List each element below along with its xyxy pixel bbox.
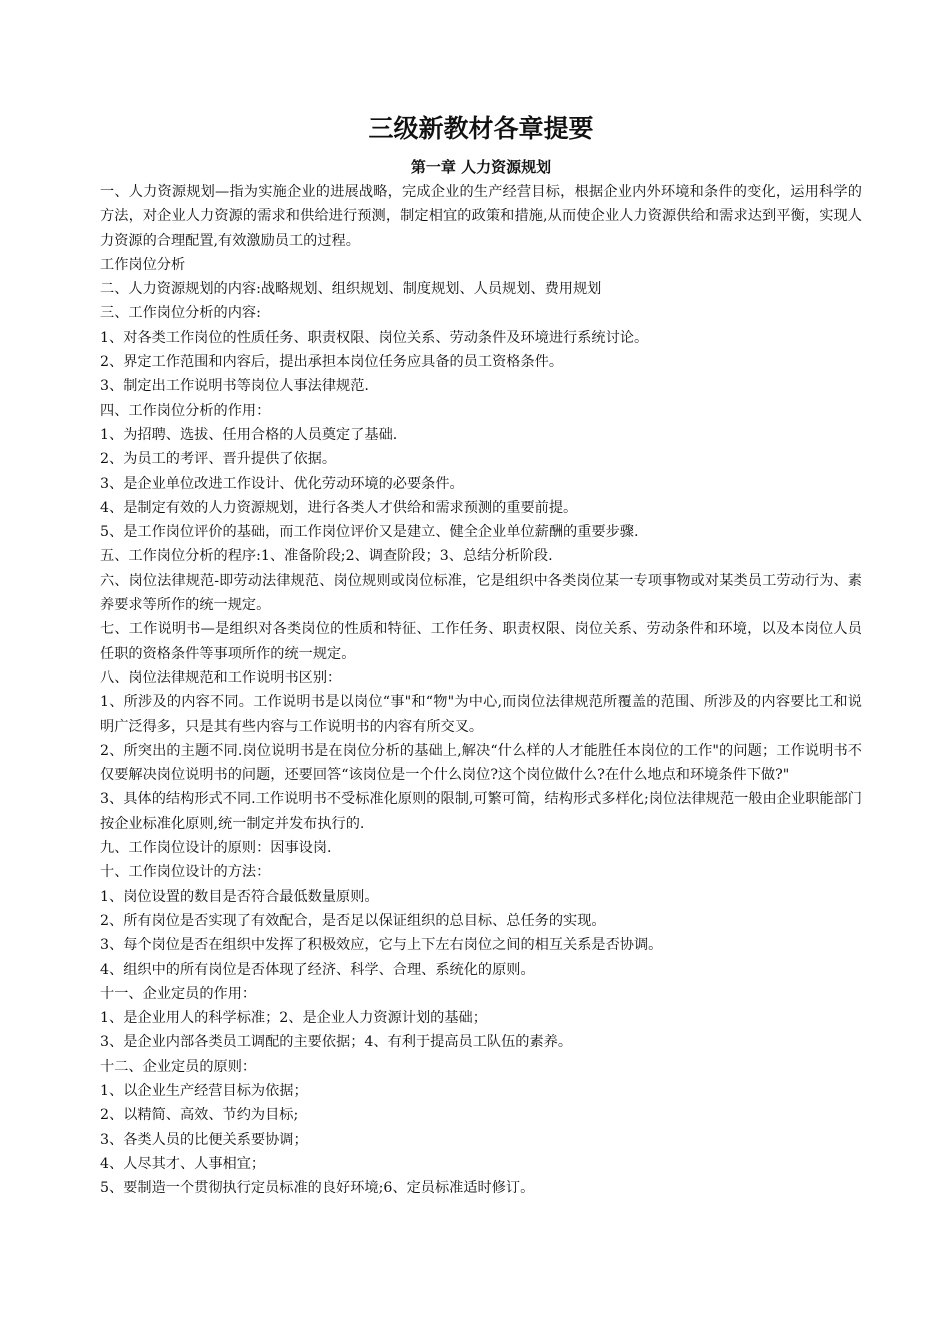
paragraph: 四、工作岗位分析的作用： <box>100 402 271 419</box>
paragraph: 5、是工作岗位评价的基础，而工作岗位评价又是建立、健全企业单位薪酬的重要步骤. <box>100 524 639 541</box>
paragraph: 3、是企业内部各类员工调配的主要依据；4、有利于提高员工队伍的素养。 <box>100 1034 573 1051</box>
document-title: 三级新教材各章提要 <box>368 114 594 143</box>
paragraph: 1、岗位设置的数目是否符合最低数量原则。 <box>100 888 379 905</box>
paragraph: 七、工作说明书—是组织对各类岗位的性质和特征、工作任务、职责权限、岗位关系、劳动条件和环境，以及本岗位人员任职的资格条件等事项所作的统一规定。 <box>100 621 862 662</box>
paragraph: 十、工作岗位设计的方法： <box>100 864 271 881</box>
paragraph: 5、要制造一个贯彻执行定员标准的良好环境;6、定员标准适时修订。 <box>100 1180 535 1197</box>
paragraph: 九、工作岗位设计的原则：因事设岗. <box>100 840 332 857</box>
paragraph: 3、制定出工作说明书等岗位人事法律规范. <box>100 378 369 395</box>
paragraph: 1、所涉及的内容不同。工作说明书是以岗位“事"和“物"为中心,而岗位法律规范所覆盖的范围、所涉及的内容要比工和说明广泛得多，只是其有些内容与工作说明书的内容有所交叉。 <box>100 694 862 735</box>
paragraph: 十二、企业定员的原则： <box>100 1058 257 1075</box>
paragraph: 4、组织中的所有岗位是否体现了经济、科学、合理、系统化的原则。 <box>100 961 535 978</box>
paragraph: 2、界定工作范围和内容后，提出承担本岗位任务应具备的员工资格条件。 <box>100 354 564 371</box>
paragraph: 2、以精简、高效、节约为目标; <box>100 1107 299 1124</box>
paragraph: 1、是企业用人的科学标准；2、是企业人力资源计划的基础； <box>100 1010 487 1027</box>
paragraph: 3、各类人员的比便关系要协调； <box>100 1131 308 1148</box>
document-body <box>100 180 862 1200</box>
document-page <box>100 110 862 1200</box>
paragraph: 3、是企业单位改进工作设计、优化劳动环境的必要条件。 <box>100 475 464 492</box>
paragraph: 4、是制定有效的人力资源规划，进行各类人才供给和需求预测的重要前提。 <box>100 499 578 516</box>
paragraph: 二、人力资源规划的内容:战略规划、组织规划、制度规划、人员规划、费用规划 <box>100 281 602 298</box>
paragraph: 3、具体的结构形式不同.工作说明书不受标准化原则的限制,可繁可简，结构形式多样化;岗位法律规范一般由企业职能部门按企业标准化原则,统一制定并发布执行的. <box>100 791 862 832</box>
paragraph: 1、对各类工作岗位的性质任务、职责权限、岗位关系、劳动条件及环境进行系统讨论。 <box>100 329 649 346</box>
paragraph: 1、为招聘、选拔、任用合格的人员奠定了基础. <box>100 426 398 443</box>
paragraph: 2、所有岗位是否实现了有效配合，是否足以保证组织的总目标、总任务的实现。 <box>100 912 606 929</box>
paragraph: 六、岗位法律规范-即劳动法律规范、岗位规则或岗位标准，它是组织中各类岗位某一专项事物或对某类员工劳动行为、素养要求等所作的统一规定。 <box>100 572 862 614</box>
paragraph: 十一、企业定员的作用： <box>100 985 257 1002</box>
paragraph: 工作岗位分析 <box>100 256 186 273</box>
paragraph: 4、人尽其才、人事相宜； <box>100 1155 266 1172</box>
paragraph: 2、为员工的考评、晋升提供了依据。 <box>100 451 337 468</box>
paragraph: 三、工作岗位分析的内容: <box>100 305 261 322</box>
chapter-title: 第一章 人力资源规划 <box>410 158 552 176</box>
paragraph: 五、工作岗位分析的程序:1、准备阶段;2、调查阶段；3、总结分析阶段. <box>100 548 553 565</box>
paragraph: 八、岗位法律规范和工作说明书区别： <box>100 669 342 686</box>
paragraph: 3、每个岗位是否在组织中发挥了积极效应，它与上下左右岗位之间的相互关系是否协调。 <box>100 937 663 954</box>
paragraph: 2、所突出的主题不同.岗位说明书是在岗位分析的基础上,解决“什么样的人才能胜任本岗位的工作"的问题；工作说明书不仅要解决岗位说明书的问题，还要回答“该岗位是一个什么岗位?这个岗位做什么?在什么地点和环境条件下做?" <box>100 742 862 784</box>
paragraph: 一、人力资源规划—指为实施企业的进展战略，完成企业的生产经营目标，根据企业内外环境和条件的变化，运用科学的方法，对企业人力资源的需求和供给进行预测，制定相宜的政策和措施,从而使企业人力资源供给和需求达到平衡，实现人力资源的合理配置,有效激励员工的过程。 <box>100 184 862 249</box>
paragraph: 1、以企业生产经营目标为依据； <box>100 1082 308 1099</box>
